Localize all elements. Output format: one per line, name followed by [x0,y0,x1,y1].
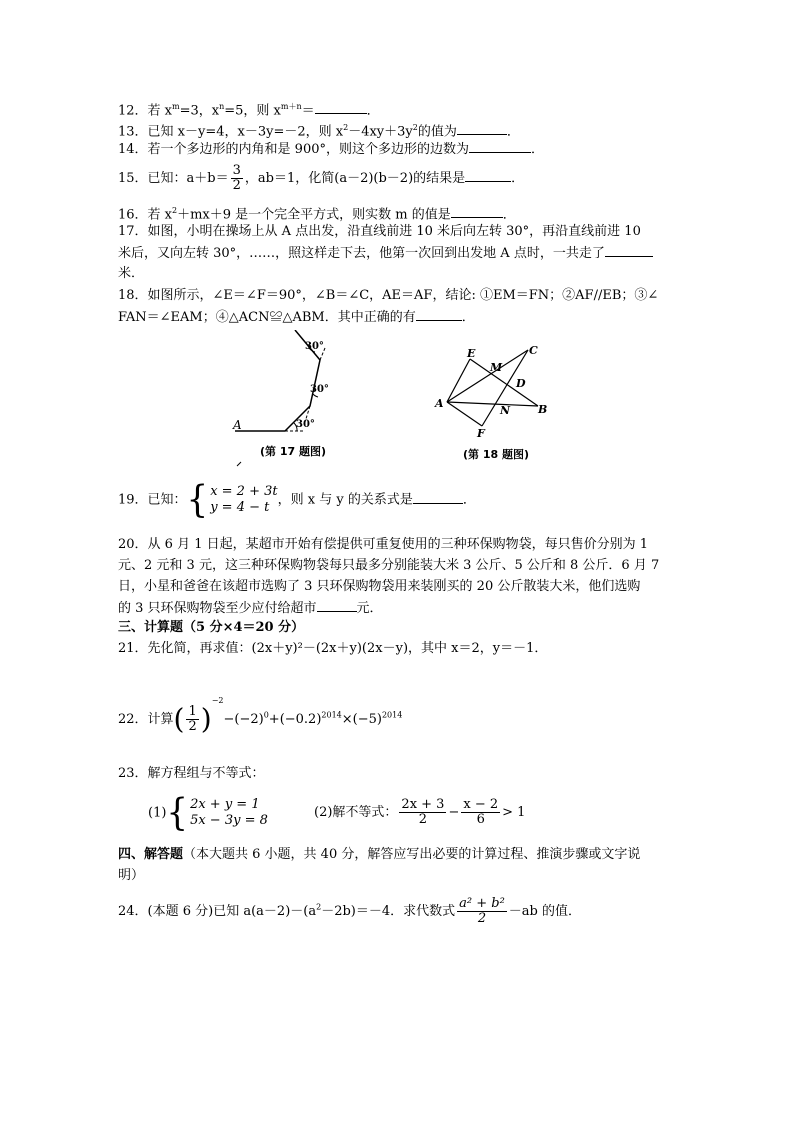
fig18-label-a: A [435,397,444,410]
fig17-mark [237,462,241,466]
equation-system [210,484,277,516]
fraction-denominator: 2 [418,812,428,827]
q23-gt: > 1 [502,805,526,820]
q15-period: ． [511,171,525,186]
q23-minus: − [448,805,460,820]
q12-period: ． [366,103,380,119]
q19-eq1: x = 2 + 3t [210,484,278,499]
q15-pre: 15．已知：a＋b＝ [118,171,229,186]
q23-eq1: 2x + y = 1 [190,797,260,812]
fig17-angle-label-1: 30° [296,419,315,430]
answer-blank[interactable] [469,140,531,153]
paren-open: ( [173,702,185,736]
fraction [399,798,446,827]
q24-exp: 2 [316,902,322,912]
section-4-heading [118,846,640,864]
fraction [457,897,507,926]
fraction-numerator: 1 [188,704,197,719]
fraction-denominator: 6 [476,812,485,827]
q12-exp-mn: m＋n [280,102,302,111]
question-17-line2 [118,244,653,263]
q22-exp1: −2 [211,696,224,705]
fig17-angle-label-2: 30° [310,384,329,395]
fig18-label-e: E [467,347,476,360]
q16-post: ＋mx＋9 是一个完全平方式，则实数 m 的值是 [177,207,451,223]
question-20-line1: 20．从 6 月 1 日起，某超市开始有偿提供可重复使用的三种环保购物袋，每只售价分别为 1 [118,537,649,552]
fig18-label-m: M [490,361,503,374]
question-17-line3: 米． [118,266,145,281]
figure-17-caption: (第 17 题图) [260,445,327,458]
q13-pre: 13．已知 x－y=4，x－3y=－2，则 x [118,124,344,140]
q19-eq2: y = 4 − t [210,500,270,515]
q13-exp2: 2 [412,123,418,132]
fraction [461,798,500,827]
equation-system [190,797,268,829]
fraction-denominator: 2 [232,178,241,193]
q22-exp3: 2014 [321,710,342,720]
q12-mid: =3，x [179,103,220,119]
question-17-line1: 17．如图，小明在操场上从 A 点出发，沿直线前进 10 米后向左转 30°，再沿直线前进 10 [118,224,641,239]
q24-post: －ab 的值． [508,904,581,919]
figure-18 [430,340,560,440]
fig17-angle-label-3: 30° [305,341,324,352]
q13-mid: －4xy＋3y [348,124,413,140]
question-22 [118,692,402,734]
section-3-heading: 三、计算题（5 分×4＝20 分） [118,620,305,635]
fraction-numerator: 3 [232,163,241,178]
q24-mid: －2b)＝－4．求代数式 [321,904,456,919]
q13-period: ． [506,124,520,140]
q18-line2-text: FAN＝∠EAM；④△ACN≌△ABM．其中正确的有 [118,310,416,325]
q12-mid2: =5，则 x [224,103,281,119]
question-20-line4 [118,599,383,618]
q22-rest2: +(−0.2) [268,712,322,727]
q16-pre: 16．若 x [118,207,173,223]
question-20-line3: 日，小星和爸爸在该超市选购了 3 只环保购物袋用来装刚买的 20 公斤散装大米，他们选购 [118,579,641,594]
q18-period: ． [461,310,475,325]
paren-close: ) [200,702,212,736]
q15-post: ，ab＝1，化简(a－2)(b－2)的结果是 [244,171,466,186]
fraction-denominator: 2 [477,911,487,926]
q12-end: ＝ [301,103,315,119]
section-4-title: 四、解答题 [118,847,184,862]
fig18-segment-af [447,402,482,426]
fraction-numerator: 2x + 3 [401,797,445,812]
q12-exp-m: m [172,102,180,111]
q12-text: 12．若 x [118,103,173,119]
question-23-part2 [314,798,525,827]
q22-rest3: ×(−5) [341,712,382,727]
q16-period: ． [502,207,516,223]
fig18-label-n: N [500,404,511,417]
question-21: 21．先化简，再求值：(2x＋y)²－(2x＋y)(2x－y)，其中 x＝2，y＝－1． [118,641,548,656]
brace: { [166,791,189,835]
q16-exp: 2 [172,206,178,215]
fraction-numerator: x − 2 [463,797,499,812]
fig18-label-c: C [529,344,538,357]
question-12 [118,98,380,120]
q14-text: 14．若一个多边形的内角和是 900°，则这个多边形的边数为 [118,142,469,157]
question-24 [118,897,581,926]
answer-blank[interactable] [465,169,511,182]
brace: { [186,478,209,522]
question-14 [118,140,544,159]
fig18-segment-ac [447,350,528,402]
q14-period: ． [531,142,545,157]
fraction-numerator: a² + b² [459,896,505,911]
answer-blank[interactable] [416,308,462,321]
q20-line4-end: 元． [356,601,383,616]
question-19 [118,478,476,522]
question-23-part1 [148,791,268,835]
q20-line4-text: 的 3 只环保购物袋至少应付给超市 [118,601,317,616]
answer-blank[interactable] [315,101,367,114]
fraction [186,705,198,734]
section-4-line2: 明） [118,868,145,883]
fig18-segment-ae [447,359,470,402]
q13-exp: 2 [343,123,349,132]
answer-blank[interactable] [413,491,463,504]
fig18-label-b: B [538,403,548,416]
fig18-label-f: F [477,427,485,440]
figure-18-caption: (第 18 题图) [463,448,530,461]
q22-pre: 22．计算 [118,712,174,727]
q19-pre: 19．已知： [118,492,187,508]
answer-blank[interactable] [451,205,503,218]
section-4-desc: （本大题共 6 小题，共 40 分，解答应写出必要的计算过程、推演步骤或文字说 [183,847,641,862]
q23-part1-label: (1) [148,805,167,821]
question-18-line1: 18．如图所示，∠E＝∠F＝90°，∠B＝∠C，AE＝AF，结论: ①EM＝FN；②AF//EB；③∠ [118,288,659,303]
fig18-label-d: D [516,377,526,390]
q12-exp-n: n [219,102,225,111]
q24-pre: 24．(本题 6 分)已知 a(a－2)－(a [118,904,317,919]
fig17-point-a: A [233,418,242,432]
answer-blank[interactable] [457,122,507,135]
fraction [231,164,243,193]
q22-exp4: 2014 [381,710,403,720]
q22-exp2: 0 [263,710,269,720]
q19-post: ，则 x 与 y 的关系式是 [277,492,413,508]
q19-period: ． [462,492,476,508]
answer-blank[interactable] [317,599,357,612]
question-13 [118,119,520,141]
q13-end: 的值为 [417,124,457,140]
q23-part2-label: (2)解不等式： [314,805,398,820]
question-20-line2: 元、2 元和 3 元，这三种环保购物袋每只最多分别能装大米 3 公斤、5 公斤和 8 公斤．6 月 7 [118,558,660,573]
q17-line2-text: 米后，又向左转 30°，……，照这样走下去，他第一次回到出发地 A 点时，一共走了 [118,246,605,261]
question-15 [118,164,524,193]
fig18-segment-ab [447,402,538,406]
answer-blank[interactable] [605,244,653,257]
question-18-line2 [118,308,475,327]
q22-rest1: −(−2) [223,712,264,727]
fraction-denominator: 2 [188,719,197,734]
question-16 [118,202,516,224]
question-23-title: 23．解方程组与不等式： [118,766,265,781]
q23-eq2: 5x − 3y = 8 [190,813,268,828]
